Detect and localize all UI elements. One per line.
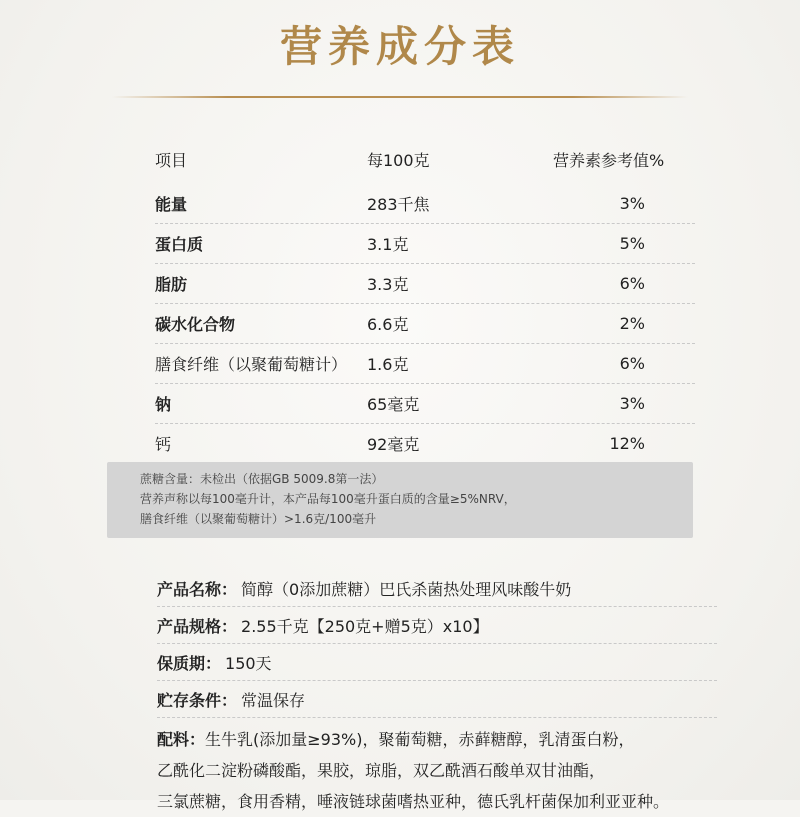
ingredients-line — [157, 724, 717, 755]
storage-value: 常温保存 — [241, 690, 306, 710]
note-line: 膳食纤维（以聚葡萄糖计）>1.6克/100毫升 — [140, 512, 377, 526]
nutrient-amount: 65毫克 — [367, 395, 420, 414]
table-row — [155, 184, 695, 224]
storage-row — [157, 681, 717, 718]
nutrient-nrv: 6% — [619, 274, 645, 293]
nutrition-table — [155, 140, 695, 463]
ingredients-text: 生牛乳(添加量≥93%)，聚葡萄糖，赤藓糖醇，乳清蛋白粉， — [205, 730, 635, 749]
note-line: 蔗糖含量：未检出（依据GB 5009.8第一法） — [140, 472, 384, 486]
table-header — [155, 140, 695, 178]
page-title: 营养成分表 — [279, 22, 520, 71]
nutrient-amount: 283千焦 — [367, 195, 430, 214]
nutrition-note-box — [107, 462, 693, 538]
nutrient-amount: 1.6克 — [367, 355, 409, 374]
header-item: 项目 — [155, 150, 188, 170]
nutrient-name: 碳水化合物 — [155, 315, 236, 334]
table-row — [155, 304, 695, 344]
table-row — [155, 424, 695, 463]
nutrient-nrv: 3% — [619, 194, 645, 213]
nutrient-name: 钙 — [155, 435, 172, 454]
nutrient-nrv: 5% — [619, 234, 645, 253]
ingredients-line: 乙酰化二淀粉磷酸酯，果胶，琼脂，双乙酰酒石酸单双甘油酯， — [157, 761, 606, 780]
note-line: 营养声称以每100毫升计，本产品每100毫升蛋白质的含量≥5%NRV， — [140, 492, 516, 506]
nutrient-amount: 3.3克 — [367, 275, 409, 294]
table-row — [155, 384, 695, 424]
storage-label: 贮存条件： — [157, 690, 238, 710]
nutrient-amount: 92毫克 — [367, 435, 420, 454]
nutrient-nrv: 12% — [609, 434, 645, 453]
product-info — [157, 570, 717, 817]
spec-row — [157, 607, 717, 644]
nutrient-name: 蛋白质 — [155, 235, 204, 254]
ingredients-label: 配料： — [157, 730, 206, 749]
shelf-life-row — [157, 644, 717, 681]
nutrient-name: 膳食纤维（以聚葡萄糖计） — [155, 355, 348, 374]
ingredients — [157, 724, 717, 817]
nutrient-name: 钠 — [155, 395, 172, 414]
nutrient-nrv: 6% — [619, 354, 645, 373]
nutrient-name: 脂肪 — [155, 275, 188, 294]
title-divider — [112, 96, 688, 98]
header-nrv: 营养素参考值% — [553, 150, 665, 170]
nutrient-name: 能量 — [155, 195, 188, 214]
header-per-100g: 每100克 — [367, 150, 430, 170]
spec-label: 产品规格： — [157, 616, 238, 636]
nutrient-amount: 3.1克 — [367, 235, 409, 254]
product-name-value: 简醇（0添加蔗糖）巴氏杀菌热处理风味酸牛奶 — [241, 579, 572, 599]
shelf-life-label: 保质期： — [157, 653, 222, 673]
table-row — [155, 264, 695, 304]
nutrient-amount: 6.6克 — [367, 315, 409, 334]
shelf-life-value: 150天 — [225, 653, 272, 673]
table-row — [155, 224, 695, 264]
product-name-row — [157, 570, 717, 607]
nutrient-nrv: 3% — [619, 394, 645, 413]
table-body — [155, 184, 695, 463]
ingredients-line: 三氯蔗糖，食用香精，唾液链球菌嗜热亚种，德氏乳杆菌保加利亚亚种。 — [157, 792, 670, 811]
nutrient-nrv: 2% — [619, 314, 645, 333]
spec-value: 2.55千克【250克+赠5克）x10】 — [241, 616, 489, 636]
table-row — [155, 344, 695, 384]
product-name-label: 产品名称： — [157, 579, 238, 599]
